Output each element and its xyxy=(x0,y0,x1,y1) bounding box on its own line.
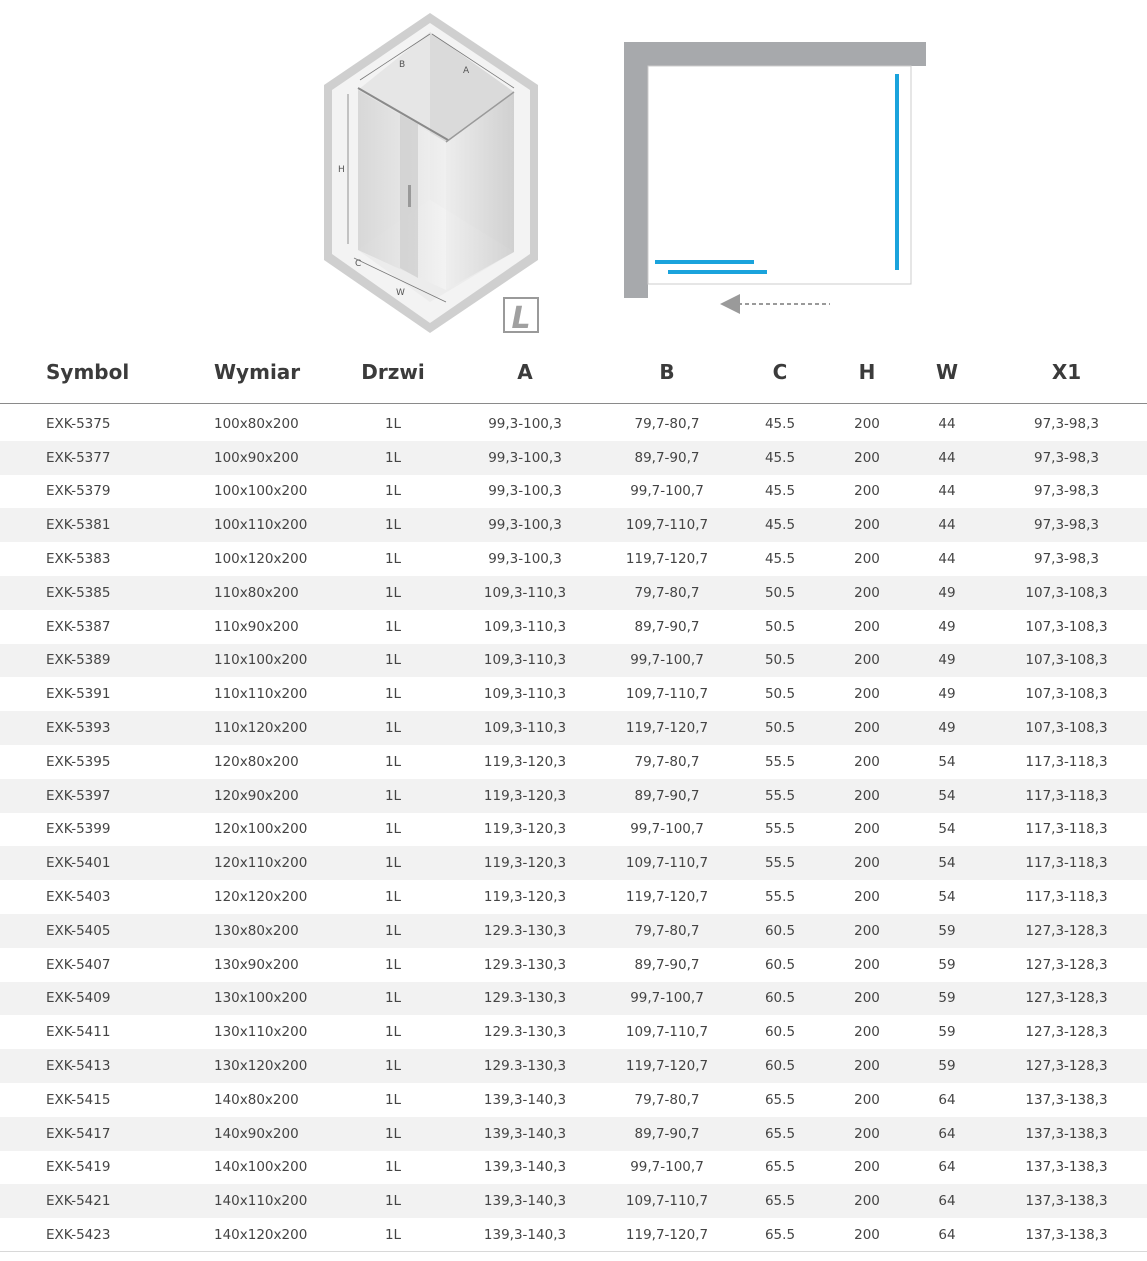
cell-c: 50.5 xyxy=(764,686,796,703)
cell-c: 45.5 xyxy=(734,508,826,542)
cell-x1: 137,3-138,3 xyxy=(1025,1091,1108,1108)
cell-b: 99,7-100,7 xyxy=(600,982,734,1016)
cell-drzwi: 1L xyxy=(384,821,402,838)
cell-drzwi: 1L xyxy=(384,1091,402,1108)
cell-wymiar: 100x90x200 xyxy=(196,441,336,475)
cell-wymiar: 120x120x200 xyxy=(214,889,308,906)
header-drzwi: Drzwi xyxy=(336,340,450,404)
cell-a: 119,3-120,3 xyxy=(450,846,600,880)
table-row xyxy=(0,404,1147,441)
plan-view-drawing xyxy=(620,38,930,320)
cell-x1: 127,3-128,3 xyxy=(1025,956,1108,973)
cell-c: 45.5 xyxy=(764,415,796,432)
cell-h: 200 xyxy=(854,956,880,973)
cell-x1: 107,3-108,3 xyxy=(986,644,1147,678)
header-a: A xyxy=(450,340,600,404)
table-row xyxy=(0,644,1147,678)
cell-w: 59 xyxy=(938,1024,956,1041)
cell-x1: 97,3-98,3 xyxy=(1034,483,1099,500)
table-row xyxy=(0,779,1147,813)
cell-w: 44 xyxy=(938,483,956,500)
product-diagrams xyxy=(0,0,1147,340)
cell-c: 50.5 xyxy=(734,644,826,678)
cell-wymiar: 140x110x200 xyxy=(196,1184,336,1218)
cell-b: 109,7-110,7 xyxy=(600,1184,734,1218)
cell-wymiar: 130x110x200 xyxy=(214,1024,308,1041)
table-row xyxy=(0,1117,1147,1151)
cell-w: 44 xyxy=(908,441,986,475)
cell-symbol: EXK-5397 xyxy=(0,779,196,813)
table-body xyxy=(0,404,1147,1252)
cell-drzwi: 1L xyxy=(384,618,402,635)
cell-w: 64 xyxy=(938,1159,956,1176)
cell-h: 200 xyxy=(826,779,908,813)
cell-c: 45.5 xyxy=(764,483,796,500)
cell-symbol: EXK-5383 xyxy=(46,551,111,568)
cell-b: 79,7-80,7 xyxy=(634,1091,700,1108)
cell-c: 60.5 xyxy=(764,956,796,973)
cell-w: 59 xyxy=(908,914,986,948)
cell-x1: 107,3-108,3 xyxy=(1025,618,1108,635)
table-row xyxy=(0,880,1147,914)
cell-wymiar: 100x110x200 xyxy=(196,508,336,542)
cell-drzwi: 1L xyxy=(336,1117,450,1151)
cell-a: 99,3-100,3 xyxy=(450,508,600,542)
cell-x1: 137,3-138,3 xyxy=(986,1184,1147,1218)
cell-a: 119,3-120,3 xyxy=(450,779,600,813)
cell-a: 129.3-130,3 xyxy=(450,982,600,1016)
cell-x1: 127,3-128,3 xyxy=(1025,1024,1108,1041)
cell-wymiar: 120x80x200 xyxy=(214,753,299,770)
cell-h: 200 xyxy=(854,618,880,635)
cell-w: 49 xyxy=(938,686,956,703)
cell-a: 129.3-130,3 xyxy=(450,1049,600,1083)
table-row xyxy=(0,914,1147,948)
cell-w: 49 xyxy=(908,711,986,745)
cell-drzwi: 1L xyxy=(336,779,450,813)
cell-w: 64 xyxy=(938,1091,956,1108)
cell-symbol: EXK-5409 xyxy=(0,982,196,1016)
cell-wymiar: 100x120x200 xyxy=(214,551,308,568)
cell-x1: 127,3-128,3 xyxy=(986,982,1147,1016)
table-row xyxy=(0,711,1147,745)
cell-c: 60.5 xyxy=(734,982,826,1016)
cell-c: 65.5 xyxy=(764,1159,796,1176)
cell-x1: 117,3-118,3 xyxy=(986,846,1147,880)
cell-x1: 107,3-108,3 xyxy=(986,576,1147,610)
cell-b: 89,7-90,7 xyxy=(600,1117,734,1151)
cell-c: 55.5 xyxy=(764,753,796,770)
table-row xyxy=(0,441,1147,475)
cell-a: 99,3-100,3 xyxy=(488,415,562,432)
label-w: W xyxy=(396,288,405,298)
cell-symbol: EXK-5393 xyxy=(0,711,196,745)
cell-c: 45.5 xyxy=(734,441,826,475)
cell-b: 89,7-90,7 xyxy=(634,618,700,635)
cell-x1: 137,3-138,3 xyxy=(986,1117,1147,1151)
cell-symbol: EXK-5381 xyxy=(0,508,196,542)
cell-h: 200 xyxy=(826,1049,908,1083)
cell-wymiar: 120x90x200 xyxy=(196,779,336,813)
cell-b: 79,7-80,7 xyxy=(634,415,700,432)
cell-drzwi: 1L xyxy=(336,846,450,880)
cell-symbol: EXK-5417 xyxy=(0,1117,196,1151)
cell-symbol: EXK-5423 xyxy=(46,1227,111,1244)
cell-wymiar: 130x120x200 xyxy=(196,1049,336,1083)
cell-h: 200 xyxy=(854,1024,880,1041)
cell-x1: 137,3-138,3 xyxy=(1025,1159,1108,1176)
cell-h: 200 xyxy=(826,1117,908,1151)
cell-x1: 97,3-98,3 xyxy=(986,508,1147,542)
cell-symbol: EXK-5385 xyxy=(0,576,196,610)
cell-wymiar: 110x120x200 xyxy=(196,711,336,745)
cell-drzwi: 1L xyxy=(384,1159,402,1176)
cell-b: 109,7-110,7 xyxy=(600,846,734,880)
table-row xyxy=(0,1151,1147,1185)
cell-c: 65.5 xyxy=(764,1091,796,1108)
table-row xyxy=(0,1015,1147,1049)
cell-x1: 117,3-118,3 xyxy=(1025,753,1108,770)
table-row xyxy=(0,813,1147,847)
cell-drzwi: 1L xyxy=(336,914,450,948)
cell-w: 49 xyxy=(938,618,956,635)
cell-symbol: EXK-5375 xyxy=(46,415,111,432)
cell-a: 139,3-140,3 xyxy=(450,1184,600,1218)
cell-b: 109,7-110,7 xyxy=(625,1024,709,1041)
cell-a: 139,3-140,3 xyxy=(483,1227,567,1244)
header-h: H xyxy=(826,340,908,404)
cell-h: 200 xyxy=(854,686,880,703)
table-row xyxy=(0,982,1147,1016)
cell-b: 79,7-80,7 xyxy=(634,753,700,770)
cell-h: 200 xyxy=(826,644,908,678)
table-row xyxy=(0,576,1147,610)
cell-h: 200 xyxy=(826,846,908,880)
cell-h: 200 xyxy=(854,483,880,500)
cell-drzwi: 1L xyxy=(336,1184,450,1218)
cell-a: 129.3-130,3 xyxy=(483,1024,567,1041)
cell-h: 200 xyxy=(826,441,908,475)
cell-x1: 97,3-98,3 xyxy=(1034,415,1099,432)
label-h: H xyxy=(338,165,345,175)
label-a: A xyxy=(463,66,470,76)
table-row xyxy=(0,610,1147,644)
cell-w: 54 xyxy=(938,889,956,906)
cell-a: 119,3-120,3 xyxy=(483,889,567,906)
cell-symbol: EXK-5389 xyxy=(0,644,196,678)
cell-c: 55.5 xyxy=(764,821,796,838)
cell-c: 55.5 xyxy=(764,889,796,906)
cell-symbol: EXK-5421 xyxy=(0,1184,196,1218)
opening-direction-arrow xyxy=(720,294,740,314)
cell-symbol: EXK-5395 xyxy=(46,753,111,770)
cell-x1: 107,3-108,3 xyxy=(1025,686,1108,703)
cell-w: 59 xyxy=(908,982,986,1016)
table-row xyxy=(0,1184,1147,1218)
cell-symbol: EXK-5403 xyxy=(46,889,111,906)
cell-b: 119,7-120,7 xyxy=(625,1227,709,1244)
cell-x1: 117,3-118,3 xyxy=(1025,821,1108,838)
header-x1: X1 xyxy=(986,340,1147,404)
cell-drzwi: 1L xyxy=(384,753,402,770)
cell-h: 200 xyxy=(826,711,908,745)
header-w: W xyxy=(908,340,986,404)
cell-wymiar: 100x80x200 xyxy=(214,415,299,432)
cell-x1: 117,3-118,3 xyxy=(1025,889,1108,906)
cell-a: 109,3-110,3 xyxy=(450,576,600,610)
cell-symbol: EXK-5419 xyxy=(46,1159,111,1176)
cell-a: 119,3-120,3 xyxy=(483,753,567,770)
cell-a: 139,3-140,3 xyxy=(483,1159,567,1176)
cell-w: 54 xyxy=(938,821,956,838)
cell-drzwi: 1L xyxy=(336,1049,450,1083)
cell-h: 200 xyxy=(854,551,880,568)
table-row xyxy=(0,508,1147,542)
cell-c: 55.5 xyxy=(734,779,826,813)
cell-wymiar: 130x80x200 xyxy=(196,914,336,948)
cell-drzwi: 1L xyxy=(384,1227,402,1244)
cell-h: 200 xyxy=(854,1159,880,1176)
table-row xyxy=(0,948,1147,982)
cell-drzwi: 1L xyxy=(336,644,450,678)
cell-c: 65.5 xyxy=(734,1184,826,1218)
cell-symbol: EXK-5405 xyxy=(0,914,196,948)
cell-drzwi: 1L xyxy=(336,576,450,610)
cell-drzwi: 1L xyxy=(336,508,450,542)
cell-h: 200 xyxy=(826,982,908,1016)
cell-b: 99,7-100,7 xyxy=(630,483,704,500)
cell-symbol: EXK-5399 xyxy=(46,821,111,838)
cell-wymiar: 100x100x200 xyxy=(214,483,308,500)
cell-h: 200 xyxy=(854,1227,880,1244)
cell-w: 44 xyxy=(938,551,956,568)
cell-drzwi: 1L xyxy=(336,711,450,745)
cell-symbol: EXK-5391 xyxy=(46,686,111,703)
cell-x1: 97,3-98,3 xyxy=(986,441,1147,475)
cell-b: 109,7-110,7 xyxy=(600,508,734,542)
cell-w: 49 xyxy=(908,644,986,678)
cell-c: 60.5 xyxy=(734,914,826,948)
cell-b: 89,7-90,7 xyxy=(600,779,734,813)
cell-h: 200 xyxy=(826,576,908,610)
cell-x1: 97,3-98,3 xyxy=(1034,551,1099,568)
cell-drzwi: 1L xyxy=(384,1024,402,1041)
cell-c: 50.5 xyxy=(764,618,796,635)
cell-h: 200 xyxy=(854,889,880,906)
cell-w: 59 xyxy=(908,1049,986,1083)
cell-drzwi: 1L xyxy=(384,956,402,973)
header-c: C xyxy=(734,340,826,404)
cell-w: 64 xyxy=(908,1184,986,1218)
cell-b: 99,7-100,7 xyxy=(630,1159,704,1176)
cell-b: 99,7-100,7 xyxy=(630,821,704,838)
cell-symbol: EXK-5377 xyxy=(0,441,196,475)
cell-a: 109,3-110,3 xyxy=(483,618,567,635)
cell-wymiar: 110x100x200 xyxy=(196,644,336,678)
cell-w: 44 xyxy=(938,415,956,432)
cell-a: 99,3-100,3 xyxy=(488,483,562,500)
cell-c: 50.5 xyxy=(734,711,826,745)
specification-table xyxy=(0,340,1147,1252)
cell-h: 200 xyxy=(826,914,908,948)
cell-c: 45.5 xyxy=(764,551,796,568)
cell-c: 65.5 xyxy=(764,1227,796,1244)
cell-b: 109,7-110,7 xyxy=(625,686,709,703)
cell-drzwi: 1L xyxy=(384,686,402,703)
cell-b: 79,7-80,7 xyxy=(600,576,734,610)
header-b: B xyxy=(600,340,734,404)
table-row xyxy=(0,745,1147,779)
isometric-enclosure-drawing xyxy=(318,10,544,335)
cell-a: 119,3-120,3 xyxy=(483,821,567,838)
cell-wymiar: 140x90x200 xyxy=(196,1117,336,1151)
cell-symbol: EXK-5415 xyxy=(46,1091,111,1108)
cell-a: 139,3-140,3 xyxy=(483,1091,567,1108)
table-row xyxy=(0,542,1147,576)
cell-drzwi: 1L xyxy=(384,415,402,432)
cell-h: 200 xyxy=(826,1184,908,1218)
cell-a: 139,3-140,3 xyxy=(450,1117,600,1151)
cell-drzwi: 1L xyxy=(384,483,402,500)
cell-a: 99,3-100,3 xyxy=(450,441,600,475)
cell-h: 200 xyxy=(826,508,908,542)
table-row xyxy=(0,1218,1147,1252)
cell-a: 109,3-110,3 xyxy=(450,644,600,678)
cell-b: 99,7-100,7 xyxy=(600,644,734,678)
cell-symbol: EXK-5401 xyxy=(0,846,196,880)
cell-b: 119,7-120,7 xyxy=(625,889,709,906)
cell-a: 99,3-100,3 xyxy=(488,551,562,568)
cell-a: 129.3-130,3 xyxy=(450,914,600,948)
cell-drzwi: 1L xyxy=(336,982,450,1016)
cell-wymiar: 120x110x200 xyxy=(196,846,336,880)
cell-h: 200 xyxy=(854,821,880,838)
cell-b: 79,7-80,7 xyxy=(600,914,734,948)
back-wall xyxy=(624,42,926,66)
cell-b: 89,7-90,7 xyxy=(600,441,734,475)
table-row xyxy=(0,846,1147,880)
cell-c: 50.5 xyxy=(734,576,826,610)
cell-wymiar: 130x90x200 xyxy=(214,956,299,973)
cell-b: 119,7-120,7 xyxy=(625,551,709,568)
side-wall xyxy=(624,42,648,298)
table-bottom-divider xyxy=(0,1251,1147,1252)
cell-b: 119,7-120,7 xyxy=(600,711,734,745)
cell-wymiar: 110x90x200 xyxy=(214,618,299,635)
cell-a: 109,3-110,3 xyxy=(450,711,600,745)
table-header-row xyxy=(0,340,1147,404)
cell-a: 109,3-110,3 xyxy=(483,686,567,703)
cell-wymiar: 110x110x200 xyxy=(214,686,308,703)
header-symbol: Symbol xyxy=(0,340,196,404)
cell-symbol: EXK-5411 xyxy=(46,1024,111,1041)
cell-c: 60.5 xyxy=(764,1024,796,1041)
cell-w: 59 xyxy=(938,956,956,973)
cell-wymiar: 140x120x200 xyxy=(214,1227,308,1244)
cell-h: 200 xyxy=(854,1091,880,1108)
table-row xyxy=(0,475,1147,509)
cell-x1: 117,3-118,3 xyxy=(986,779,1147,813)
table-row xyxy=(0,1049,1147,1083)
cell-symbol: EXK-5387 xyxy=(46,618,111,635)
cell-w: 54 xyxy=(938,753,956,770)
cell-drzwi: 1L xyxy=(384,889,402,906)
cell-wymiar: 140x80x200 xyxy=(214,1091,299,1108)
cell-a: 129.3-130,3 xyxy=(483,956,567,973)
cell-w: 64 xyxy=(908,1117,986,1151)
table-row xyxy=(0,1083,1147,1117)
cell-wymiar: 130x100x200 xyxy=(196,982,336,1016)
cell-h: 200 xyxy=(854,753,880,770)
cell-w: 54 xyxy=(908,846,986,880)
cell-w: 44 xyxy=(908,508,986,542)
cell-c: 60.5 xyxy=(734,1049,826,1083)
cell-w: 54 xyxy=(908,779,986,813)
cell-wymiar: 140x100x200 xyxy=(214,1159,308,1176)
cell-b: 89,7-90,7 xyxy=(634,956,700,973)
cell-drzwi: 1L xyxy=(384,551,402,568)
header-wymiar: Wymiar xyxy=(196,340,336,404)
cell-c: 65.5 xyxy=(734,1117,826,1151)
door-orientation-label: L xyxy=(511,301,531,335)
cell-symbol: EXK-5413 xyxy=(0,1049,196,1083)
cell-symbol: EXK-5407 xyxy=(46,956,111,973)
cell-x1: 137,3-138,3 xyxy=(1025,1227,1108,1244)
cell-drzwi: 1L xyxy=(336,441,450,475)
label-c: C xyxy=(355,259,362,269)
cell-b: 119,7-120,7 xyxy=(600,1049,734,1083)
cell-x1: 127,3-128,3 xyxy=(986,1049,1147,1083)
cell-w: 49 xyxy=(908,576,986,610)
cell-wymiar: 110x80x200 xyxy=(196,576,336,610)
cell-wymiar: 120x100x200 xyxy=(214,821,308,838)
cell-symbol: EXK-5379 xyxy=(46,483,111,500)
table-row xyxy=(0,677,1147,711)
cell-c: 55.5 xyxy=(734,846,826,880)
label-b: B xyxy=(399,60,406,70)
cell-w: 64 xyxy=(938,1227,956,1244)
cell-h: 200 xyxy=(854,415,880,432)
cell-x1: 107,3-108,3 xyxy=(986,711,1147,745)
cell-x1: 127,3-128,3 xyxy=(986,914,1147,948)
